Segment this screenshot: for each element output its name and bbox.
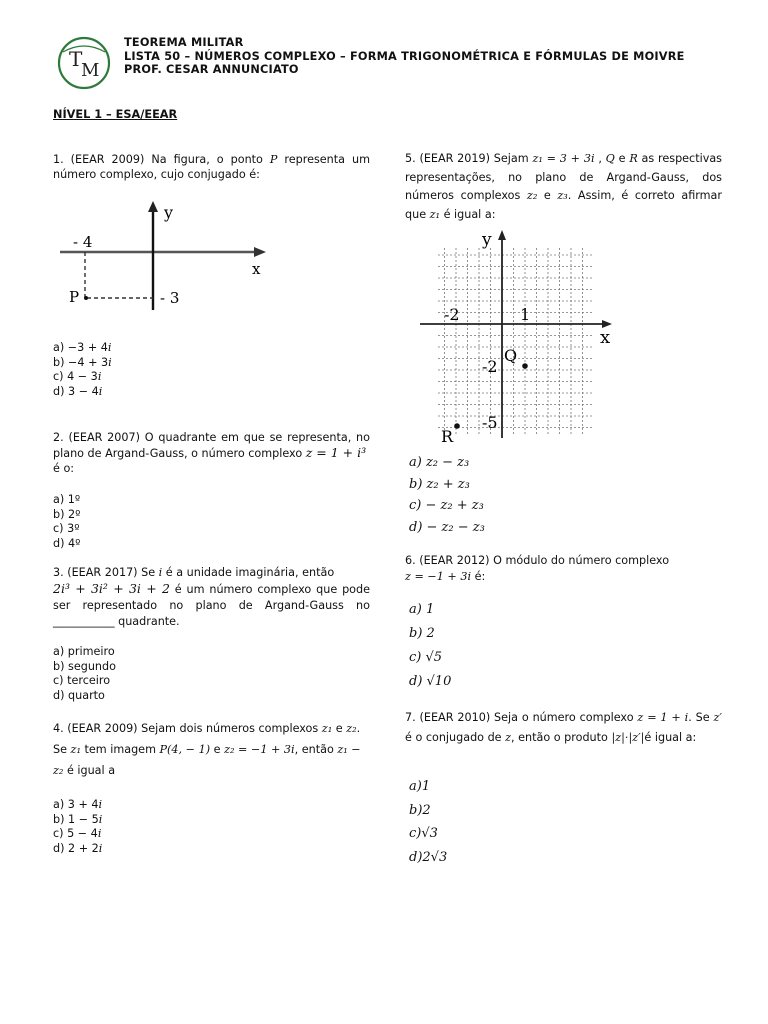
q1-option-b[interactable]: b) −4 + 3i xyxy=(53,355,112,369)
q1-y-label: y xyxy=(164,203,174,222)
question-3: 3. (EEAR 2017) Se i é a unidade imaginária, então 2i³ + 3i² + 3i + 2 é um número complexo que pode ser representado no plano de Argand-Gauss no ___________ quadrante. xyxy=(53,566,370,628)
q7-option-a[interactable]: a)1 xyxy=(409,779,431,794)
q1-point-label: P xyxy=(69,288,80,306)
q2-option-a[interactable]: a) 1º xyxy=(53,493,81,506)
q4-option-d[interactable]: d) 2 + 2i xyxy=(53,841,103,855)
q5-option-b[interactable]: b) z₂ + z₃ xyxy=(409,476,470,492)
q6-options xyxy=(409,598,451,694)
q2-text-b: é o: xyxy=(53,462,75,475)
q5-options xyxy=(409,452,485,538)
q1-tick-y: - 3 xyxy=(160,289,180,307)
q5-label-R: R xyxy=(441,427,454,446)
q7-option-c[interactable]: c)√3 xyxy=(409,826,438,841)
question-4: 4. (EEAR 2009) Sejam dois números complexos z₁ e z₂. Se z₁ tem imagem P(4, − 1) e z₂ = −1 + 3i, então z₁ − z₂ é igual a xyxy=(53,722,361,777)
q1-option-a[interactable]: a) −3 + 4i xyxy=(53,341,112,354)
q5-option-c[interactable]: c) − z₂ + z₃ xyxy=(409,498,484,513)
q1-option-c[interactable]: c) 4 − 3i xyxy=(53,370,102,384)
question-6: 6. (EEAR 2012) O módulo do número complexo z = −1 + 3i é: xyxy=(405,554,670,583)
q4-options xyxy=(53,798,102,856)
q5-point-R xyxy=(454,423,460,429)
teorema-militar-logo xyxy=(55,36,113,90)
q2-formula: z = 1 + i³ xyxy=(305,445,367,460)
svg-text:M: M xyxy=(81,60,100,81)
q2-text: 2. (EEAR 2007) O quadrante em que se representa, no plano de Argand-Gauss, o número complexo xyxy=(53,431,370,460)
q1-x-label: x xyxy=(252,260,261,278)
q5-option-d[interactable]: d) − z₂ − z₃ xyxy=(409,519,485,535)
q2-option-d[interactable]: d) 4º xyxy=(53,536,81,550)
q2-options xyxy=(53,493,80,551)
q1-tick-x: - 4 xyxy=(73,233,93,251)
header-author: PROF. CESAR ANNUNCIATO xyxy=(124,63,299,76)
q3-option-a[interactable]: a) primeiro xyxy=(53,645,115,658)
q4-option-b[interactable]: b) 1 − 5i xyxy=(53,812,103,826)
q5-point-Q xyxy=(522,363,528,369)
q7-option-d[interactable]: d)2√3 xyxy=(409,849,448,865)
q6-formula: z = −1 + 3i xyxy=(405,570,472,583)
q1-options xyxy=(53,341,112,399)
q1-text-b: representa um número complexo, cujo conjugado é: xyxy=(53,153,370,181)
q7-options xyxy=(409,775,447,869)
q5-option-a[interactable]: a) z₂ − z₃ xyxy=(409,455,470,470)
q7-option-b[interactable]: b)2 xyxy=(409,802,431,818)
header-title: TEOREMA MILITAR xyxy=(124,36,244,49)
q3-option-c[interactable]: c) terceiro xyxy=(53,674,111,688)
q2-option-c[interactable]: c) 3º xyxy=(53,522,80,536)
question-2 xyxy=(53,430,370,476)
q3-option-b[interactable]: b) segundo xyxy=(53,659,116,673)
question-1 xyxy=(53,152,370,182)
q6-option-a[interactable]: a) 1 xyxy=(409,602,435,617)
q5-label-1: 1 xyxy=(520,305,531,324)
q5-formula: z₁ = 3 + 3i xyxy=(532,152,595,165)
q5-label-neg2x: -2 xyxy=(444,305,460,324)
q1-option-d[interactable]: d) 3 − 4i xyxy=(53,384,103,398)
q4-option-c[interactable]: c) 5 − 4i xyxy=(53,827,102,841)
svg-text:T: T xyxy=(69,47,83,71)
q4-option-a[interactable]: a) 3 + 4i xyxy=(53,798,103,811)
header-block xyxy=(124,36,685,77)
q1-text: 1. (EEAR 2009) Na figura, o ponto xyxy=(53,153,270,166)
q5-x-label: x xyxy=(600,327,611,348)
q1-figure xyxy=(56,198,276,313)
q5-y-label: y xyxy=(482,230,492,250)
q6-option-c[interactable]: c) √5 xyxy=(409,650,443,665)
q5-label-neg2y: -2 xyxy=(482,357,498,376)
q6-option-d[interactable]: d) √10 xyxy=(409,674,452,689)
q5-label-neg5: -5 xyxy=(482,413,498,432)
q2-option-b[interactable]: b) 2º xyxy=(53,507,81,521)
question-7: 7. (EEAR 2010) Seja o número complexo z = 1 + i. Se z′ é o conjugado de z, então o produto |z|·|z′|é igual a: xyxy=(405,711,722,744)
q1-var: P xyxy=(269,153,278,166)
q7-product: |z|·|z′| xyxy=(611,731,645,744)
q3-option-d[interactable]: d) quarto xyxy=(53,688,105,702)
q5-figure xyxy=(408,228,618,446)
header-subtitle: LISTA 50 – NÚMEROS COMPLEXO – FORMA TRIGONOMÉTRICA E FÓRMULAS DE MOIVRE xyxy=(124,49,685,63)
section-title: NÍVEL 1 – ESA/EEAR xyxy=(53,108,178,121)
q3-formula: 2i³ + 3i² + 3i + 2 xyxy=(53,581,170,596)
q7-formula: z = 1 + i xyxy=(637,711,689,724)
q3-text: 3. (EEAR 2017) Se xyxy=(53,566,159,579)
q5-label-Q: Q xyxy=(504,346,518,365)
q6-option-b[interactable]: b) 2 xyxy=(409,626,435,641)
q3-options xyxy=(53,645,116,703)
question-5: 5. (EEAR 2019) Sejam z₁ = 3 + 3i , Q e R as respectivas representações, no plano de Argand-Gauss, dos números complexos z₂ e z₃. Assim, é correto afirmar que z₁ é igual a: xyxy=(405,152,723,221)
